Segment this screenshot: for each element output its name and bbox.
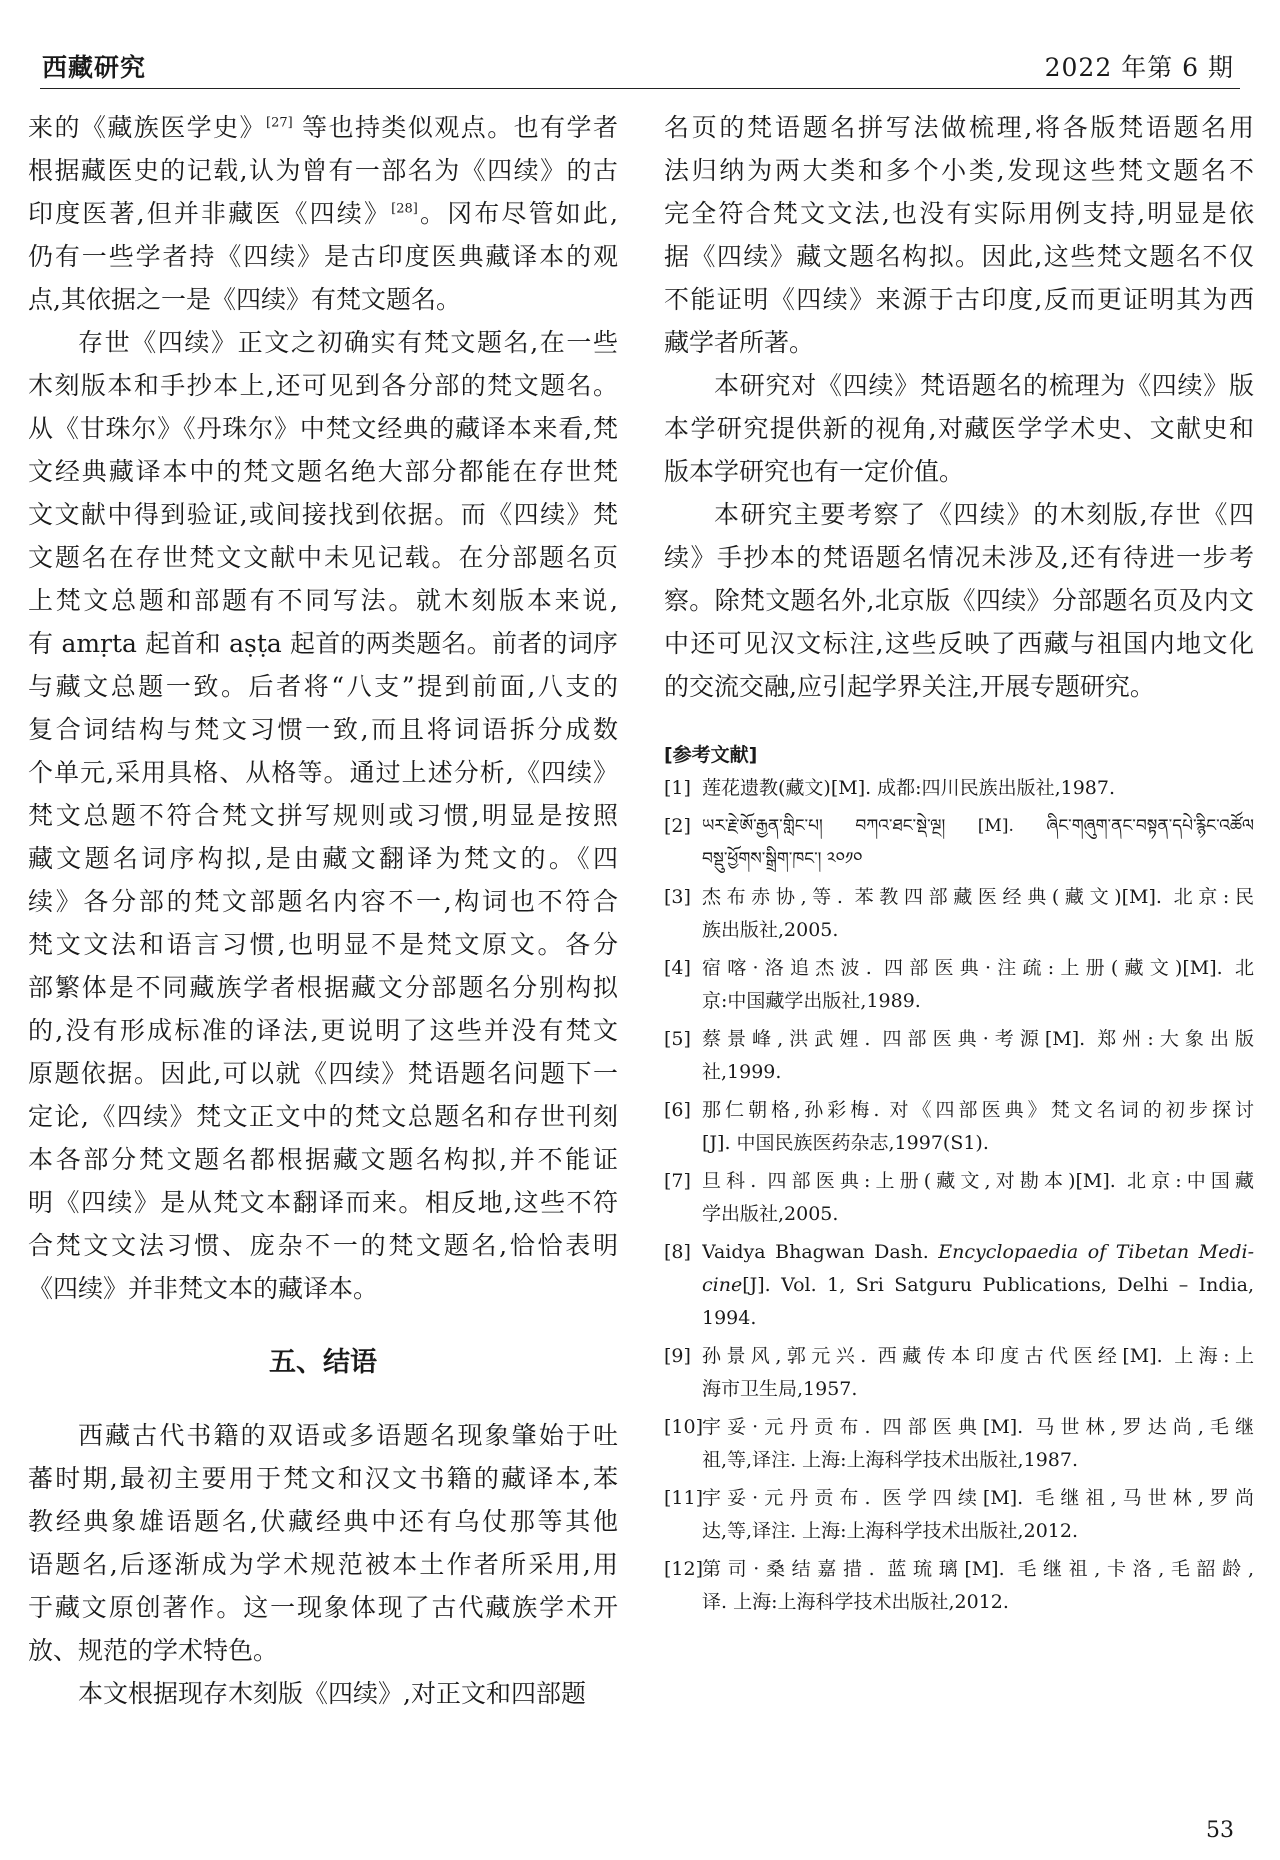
paragraph	[28, 321, 618, 1310]
paragraph	[28, 1672, 618, 1715]
reference-item	[664, 881, 1254, 947]
reference-line: 莲花遗教(藏文)[M]. 成都:四川民族出版社,1987.	[702, 777, 1116, 799]
text-line: 本各部分梵文题名都根据藏文题名构拟,并不能证	[28, 1145, 618, 1174]
text-line: 不能证明《四续》来源于古印度,反而更证明其为西	[664, 285, 1254, 314]
text-line: 原题依据。因此,可以就《四续》梵语题名问题下一	[28, 1059, 618, 1088]
reference-line: 宇妥·元丹贡布. 医学四续[M]. 毛继祖,马世林,罗尚	[702, 1487, 1254, 1509]
reference-text	[702, 1340, 1254, 1406]
running-header	[40, 48, 1240, 89]
reference-line: 海市卫生局,1957.	[702, 1378, 858, 1400]
text-line: 梵文文法和语言习惯,也明显不是梵文原文。各分	[28, 930, 618, 959]
reference-line: cine[J]. Vol. 1, Sri Satguru Publications, Delhi – India,	[702, 1274, 1254, 1296]
text-line: 西藏古代书籍的双语或多语题名现象肇始于吐	[78, 1421, 618, 1450]
text-line: 于藏文原创著作。这一现象体现了古代藏族学术开	[28, 1593, 618, 1622]
reference-item	[664, 1165, 1254, 1231]
reference-line: 学出版社,2005.	[702, 1203, 839, 1225]
text-line: 《四续》并非梵文本的藏译本。	[28, 1274, 379, 1303]
reference-line: 第司·桑结嘉措. 蓝琉璃[M]. 毛继祖,卡洛,毛韶龄,	[702, 1558, 1254, 1580]
text-line: 点,其依据之一是《四续》有梵文题名。	[28, 285, 461, 314]
text-line: 续》手抄本的梵语题名情况未涉及,还有待进一步考	[664, 543, 1254, 572]
reference-line: 京:中国藏学出版社,1989.	[702, 990, 921, 1012]
reference-number: [8]	[664, 1241, 691, 1263]
reference-line: 宿喀·洛追杰波. 四部医典·注疏:上册(藏文)[M]. 北	[702, 957, 1254, 979]
reference-text	[702, 810, 1254, 876]
section-title: 五、结语	[269, 1347, 377, 1378]
left-column	[28, 106, 618, 1715]
reference-item	[664, 772, 1254, 805]
reference-line: 达,等,译注. 上海:上海科学技术出版社,2012.	[702, 1520, 1078, 1542]
reference-line: Vaidya Bhagwan Dash. Encyclopaedia of Tibetan Medi-	[702, 1241, 1254, 1263]
reference-item	[664, 1023, 1254, 1089]
reference-number: [4]	[664, 957, 691, 979]
reference-number: [3]	[664, 886, 691, 908]
reference-text	[702, 1023, 1254, 1089]
text-line: 文经典藏译本中的梵文题名绝大部分都能在存世梵	[28, 457, 618, 486]
reference-line: 杰布赤协,等. 苯教四部藏医经典(藏文)[M]. 北京:民	[702, 886, 1254, 908]
text-line: 与藏文总题一致。后者将“八支”提到前面,八支的	[28, 672, 618, 701]
reference-item	[664, 952, 1254, 1018]
text-line: 本文根据现存木刻版《四续》,对正文和四部题	[78, 1679, 586, 1708]
paragraph	[28, 1414, 618, 1672]
reference-text	[702, 1482, 1254, 1548]
reference-list	[664, 772, 1254, 1619]
reference-line: 孙景风,郭元兴. 西藏传本印度古代医经[M]. 上海:上	[702, 1345, 1254, 1367]
paragraph	[664, 364, 1254, 493]
reference-text	[702, 1236, 1254, 1335]
reference-line: བསྡུ་ཕྱོགས་སྒྲིག་ཁང་། ༢༠༡༠	[702, 849, 863, 869]
reference-text	[702, 881, 1254, 947]
reference-item	[664, 1482, 1254, 1548]
reference-item	[664, 1553, 1254, 1619]
reference-line: [J]. 中国民族医药杂志,1997(S1).	[702, 1132, 989, 1154]
page-number: 53	[1206, 1818, 1234, 1843]
text-line: 印度医著,但并非藏医《四续》[28]。冈布尽管如此,	[28, 199, 618, 228]
journal-title: 西藏研究	[42, 53, 147, 82]
reference-number: [5]	[664, 1028, 691, 1050]
text-line: 据《四续》藏文题名构拟。因此,这些梵文题名不仅	[664, 242, 1254, 271]
reference-number: [2]	[664, 815, 691, 837]
reference-item	[664, 1340, 1254, 1406]
text-line: 合梵文文法习惯、庞杂不一的梵文题名,恰恰表明	[28, 1231, 618, 1260]
reference-number: [9]	[664, 1345, 691, 1367]
reference-line: 社,1999.	[702, 1061, 782, 1083]
reference-number: [10]	[664, 1416, 704, 1438]
text-line: 存世《四续》正文之初确实有梵文题名,在一些	[78, 328, 618, 357]
reference-line: 祖,等,译注. 上海:上海科学技术出版社,1987.	[702, 1449, 1078, 1471]
text-line: 上梵文总题和部题有不同写法。就木刻版本来说,	[28, 586, 618, 615]
text-line: 藏文题名词序构拟,是由藏文翻译为梵文的。《四	[28, 844, 618, 873]
reference-line: 宇妥·元丹贡布. 四部医典[M]. 马世林,罗达尚,毛继	[702, 1416, 1254, 1438]
text-line: 蕃时期,最初主要用于梵文和汉文书籍的藏译本,苯	[28, 1464, 618, 1493]
text-line: 法归纳为两大类和多个小类,发现这些梵文题名不	[664, 156, 1254, 185]
right-column	[664, 106, 1254, 1624]
reference-text	[702, 1165, 1254, 1231]
paragraph	[28, 106, 618, 321]
text-line: 版本学研究也有一定价值。	[664, 457, 965, 486]
text-line: 定论,《四续》梵文正文中的梵文总题名和存世刊刻	[28, 1102, 618, 1131]
reference-line: 族出版社,2005.	[702, 919, 839, 941]
text-line: 文题名在存世梵文文献中未见记载。在分部题名页	[28, 543, 618, 572]
reference-item	[664, 810, 1254, 876]
reference-text	[702, 1094, 1254, 1160]
reference-text	[702, 952, 1254, 1018]
reference-text	[702, 1553, 1254, 1619]
text-line: 放、规范的学术特色。	[28, 1636, 279, 1665]
text-line: 明《四续》是从梵文本翻译而来。相反地,这些不符	[28, 1188, 618, 1217]
reference-item	[664, 1094, 1254, 1160]
text-line: 本研究主要考察了《四续》的木刻版,存世《四	[714, 500, 1254, 529]
text-line: 个单元,采用具格、从格等。通过上述分析,《四续》	[28, 758, 618, 787]
reference-line: 那仁朝格,孙彩梅. 对《四部医典》梵文名词的初步探讨	[702, 1099, 1254, 1121]
reference-line: 旦科. 四部医典:上册(藏文,对勘本)[M]. 北京:中国藏	[702, 1170, 1254, 1192]
reference-number: [1]	[664, 777, 691, 799]
reference-line: 1994.	[702, 1307, 757, 1329]
text-line: 语题名,后逐渐成为学术规范被本土作者所采用,用	[28, 1550, 618, 1579]
paragraph	[664, 106, 1254, 364]
reference-number: [12]	[664, 1558, 704, 1580]
text-line: 藏学者所著。	[664, 328, 815, 357]
text-line: 有 amṛta 起首和 aṣṭa 起首的两类题名。前者的词序	[28, 629, 618, 658]
text-line: 文文献中得到验证,或间接找到依据。而《四续》梵	[28, 500, 618, 529]
text-line: 从《甘珠尔》《丹珠尔》中梵文经典的藏译本来看,梵	[28, 414, 618, 443]
reference-item	[664, 1236, 1254, 1335]
references-title: [参考文献]	[664, 744, 758, 766]
reference-line: ཡར་རྗེ་ཨོ་རྒྱན་གླིང་པ། བཀའ་ཐང་སྡེ་ལྔ། [M]. ཞིང་གཞུག་ནང་བསྟན་དཔེ་རྙིང་འཚོལ	[702, 816, 1254, 836]
reference-line: 蔡景峰,洪武娌. 四部医典·考源[M]. 郑州:大象出版	[702, 1028, 1254, 1050]
text-line: 察。除梵文题名外,北京版《四续》分部题名页及内文	[664, 586, 1254, 615]
text-line: 完全符合梵文文法,也没有实际用例支持,明显是依	[664, 199, 1254, 228]
reference-number: [6]	[664, 1099, 691, 1121]
text-line: 复合词结构与梵文习惯一致,而且将词语拆分成数	[28, 715, 618, 744]
text-line: 本研究对《四续》梵语题名的梳理为《四续》版	[714, 371, 1254, 400]
text-line: 教经典象雄语题名,伏藏经典中还有乌仗那等其他	[28, 1507, 618, 1536]
text-line: 根据藏医史的记载,认为曾有一部名为《四续》的古	[28, 156, 618, 185]
text-line: 木刻版本和手抄本上,还可见到各分部的梵文题名。	[28, 371, 618, 400]
issue-label: 2022 年第 6 期	[1044, 53, 1234, 82]
paragraph	[664, 493, 1254, 708]
text-line: 续》各分部的梵文部题名内容不一,构词也不符合	[28, 887, 618, 916]
text-line: 的交流交融,应引起学界关注,开展专题研究。	[664, 672, 1155, 701]
text-line: 部繁体是不同藏族学者根据藏文分部题名分别构拟	[28, 973, 618, 1002]
text-line: 梵文总题不符合梵文拼写规则或习惯,明显是按照	[28, 801, 618, 830]
reference-item	[664, 1411, 1254, 1477]
reference-number: [11]	[664, 1487, 704, 1509]
text-line: 的,没有形成标准的译法,更说明了这些并没有梵文	[28, 1016, 618, 1045]
text-line: 本学研究提供新的视角,对藏医学学术史、文献史和	[664, 414, 1254, 443]
text-line: 仍有一些学者持《四续》是古印度医典藏译本的观	[28, 242, 618, 271]
text-line: 中还可见汉文标注,这些反映了西藏与祖国内地文化	[664, 629, 1254, 658]
reference-text	[702, 772, 1254, 805]
reference-number: [7]	[664, 1170, 691, 1192]
reference-text	[702, 1411, 1254, 1477]
text-line: 来的《藏族医学史》[27] 等也持类似观点。也有学者	[28, 113, 618, 142]
text-line: 名页的梵语题名拼写法做梳理,将各版梵语题名用	[664, 113, 1254, 142]
reference-line: 译. 上海:上海科学技术出版社,2012.	[702, 1591, 1009, 1613]
